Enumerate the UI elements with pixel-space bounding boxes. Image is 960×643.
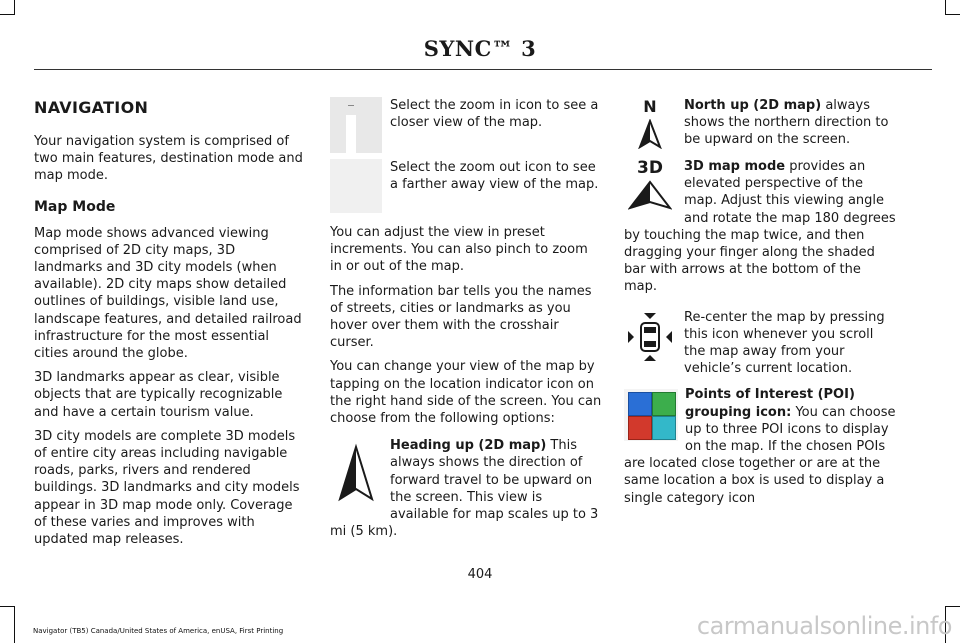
poi-icon-teal bbox=[652, 416, 676, 440]
map-3d-label: 3D map mode bbox=[684, 159, 786, 174]
crop-mark-top-left-v bbox=[14, 0, 15, 15]
poi-icon-red bbox=[628, 416, 652, 440]
zoom-out-row bbox=[330, 159, 602, 217]
poi-icon-blue bbox=[628, 392, 652, 416]
intro-paragraph: Your navigation system is comprised of two main features, destination mode and map mode. bbox=[34, 134, 303, 184]
heading-up-icon bbox=[330, 437, 382, 507]
information-bar-paragraph: The information bar tells you the names of streets, cities or landmarks as you hover over them with the crosshair curser. bbox=[330, 283, 592, 351]
crop-mark-bottom-left-h bbox=[0, 606, 15, 607]
header-rule bbox=[34, 69, 932, 70]
zoom-out-icon bbox=[330, 159, 382, 213]
crop-mark-top-right-v bbox=[945, 0, 946, 15]
north-up-icon-label: N bbox=[643, 97, 657, 116]
recenter-icon bbox=[624, 309, 676, 365]
heading-up-label: Heading up (2D map) bbox=[390, 438, 547, 454]
zoom-in-row bbox=[330, 97, 602, 159]
zoom-out-text: Select the zoom out icon to see a farther away view of the map. bbox=[390, 160, 599, 193]
north-up-description: always shows the northern direction to be upward on the screen. bbox=[684, 98, 889, 148]
recenter-block bbox=[624, 309, 896, 378]
column-right bbox=[624, 97, 896, 514]
recenter-text: Re-center the map by pressing this icon whenever you scroll the map away from your vehicle’s current location. bbox=[684, 309, 885, 377]
map-3d-icon-label: 3D bbox=[637, 158, 663, 178]
landmarks-paragraph: 3D landmarks appear as clear, visible objects that are typically recognizable and have a certain tourism value. bbox=[34, 370, 283, 420]
crop-mark-bottom-left-v bbox=[14, 606, 15, 643]
north-up-icon bbox=[624, 97, 676, 153]
heading-up-description: This always shows the direction of forward travel to be upward on the screen. This view is available for map scales up to 3 mi (5 km). bbox=[330, 438, 599, 540]
heading-up-block bbox=[330, 437, 602, 540]
edition-footer: Navigator (TB5) Canada/United States of America, enUSA, First Printing bbox=[33, 627, 284, 635]
map-3d-description: provides an elevated perspective of the map. Adjust this viewing angle and rotate the map 180 degrees by touching the map twice, and then dragging your finger along the shaded bar with arrows at the bottom of the map. bbox=[624, 159, 896, 295]
city-models-paragraph: 3D city models are complete 3D models of entire city areas including navigable roads, parks, rivers and rendered buildings. 3D landmarks and city models appear in 3D map mode only. Coverage of these varies and improves with updated map releases. bbox=[34, 428, 300, 548]
column-middle bbox=[330, 97, 602, 547]
poi-label: Points of Interest (POI) grouping icon: bbox=[685, 387, 855, 420]
page-header-title: SYNC™ 3 bbox=[423, 36, 537, 61]
north-up-label: North up (2D map) bbox=[684, 98, 822, 113]
watermark: carmanualsonline.info bbox=[696, 612, 952, 640]
map-mode-paragraph: Map mode shows advanced viewing comprised of 2D city maps, 3D landmarks and 3D city models (when available). 2D city maps show detailed outlines of buildings, visible land use, landscape features, and detailed railroad infrastructure for the most essential cities around the globe. bbox=[34, 225, 302, 362]
poi-description: You can choose up to three POI icons to display on the map. If the chosen POIs are located close together or are at the same location a box is used to display a single category icon bbox=[624, 404, 896, 506]
map-3d-block bbox=[624, 158, 896, 296]
column-left bbox=[34, 98, 306, 555]
change-view-paragraph: You can change your view of the map by tapping on the location indicator icon on the right hand side of the screen. You can choose from the following options: bbox=[330, 359, 602, 427]
north-up-block bbox=[624, 97, 896, 157]
map-3d-icon bbox=[624, 158, 676, 216]
zoom-in-icon bbox=[330, 97, 382, 153]
crop-mark-bottom-right-h bbox=[945, 606, 960, 607]
page-number: 404 bbox=[467, 567, 493, 582]
subheading-map-mode: Map Mode bbox=[34, 198, 116, 215]
poi-grouping-icon bbox=[624, 389, 678, 441]
preset-increments-paragraph: You can adjust the view in preset increments. You can also pinch to zoom in or out of the map. bbox=[330, 225, 588, 275]
section-heading-navigation: NAVIGATION bbox=[34, 98, 149, 117]
crop-mark-top-right-h bbox=[945, 14, 960, 15]
zoom-in-text: Select the zoom in icon to see a closer view of the map. bbox=[390, 98, 599, 131]
poi-icon-green bbox=[652, 392, 676, 416]
poi-block bbox=[624, 386, 896, 506]
crop-mark-top-left-h bbox=[0, 14, 15, 15]
